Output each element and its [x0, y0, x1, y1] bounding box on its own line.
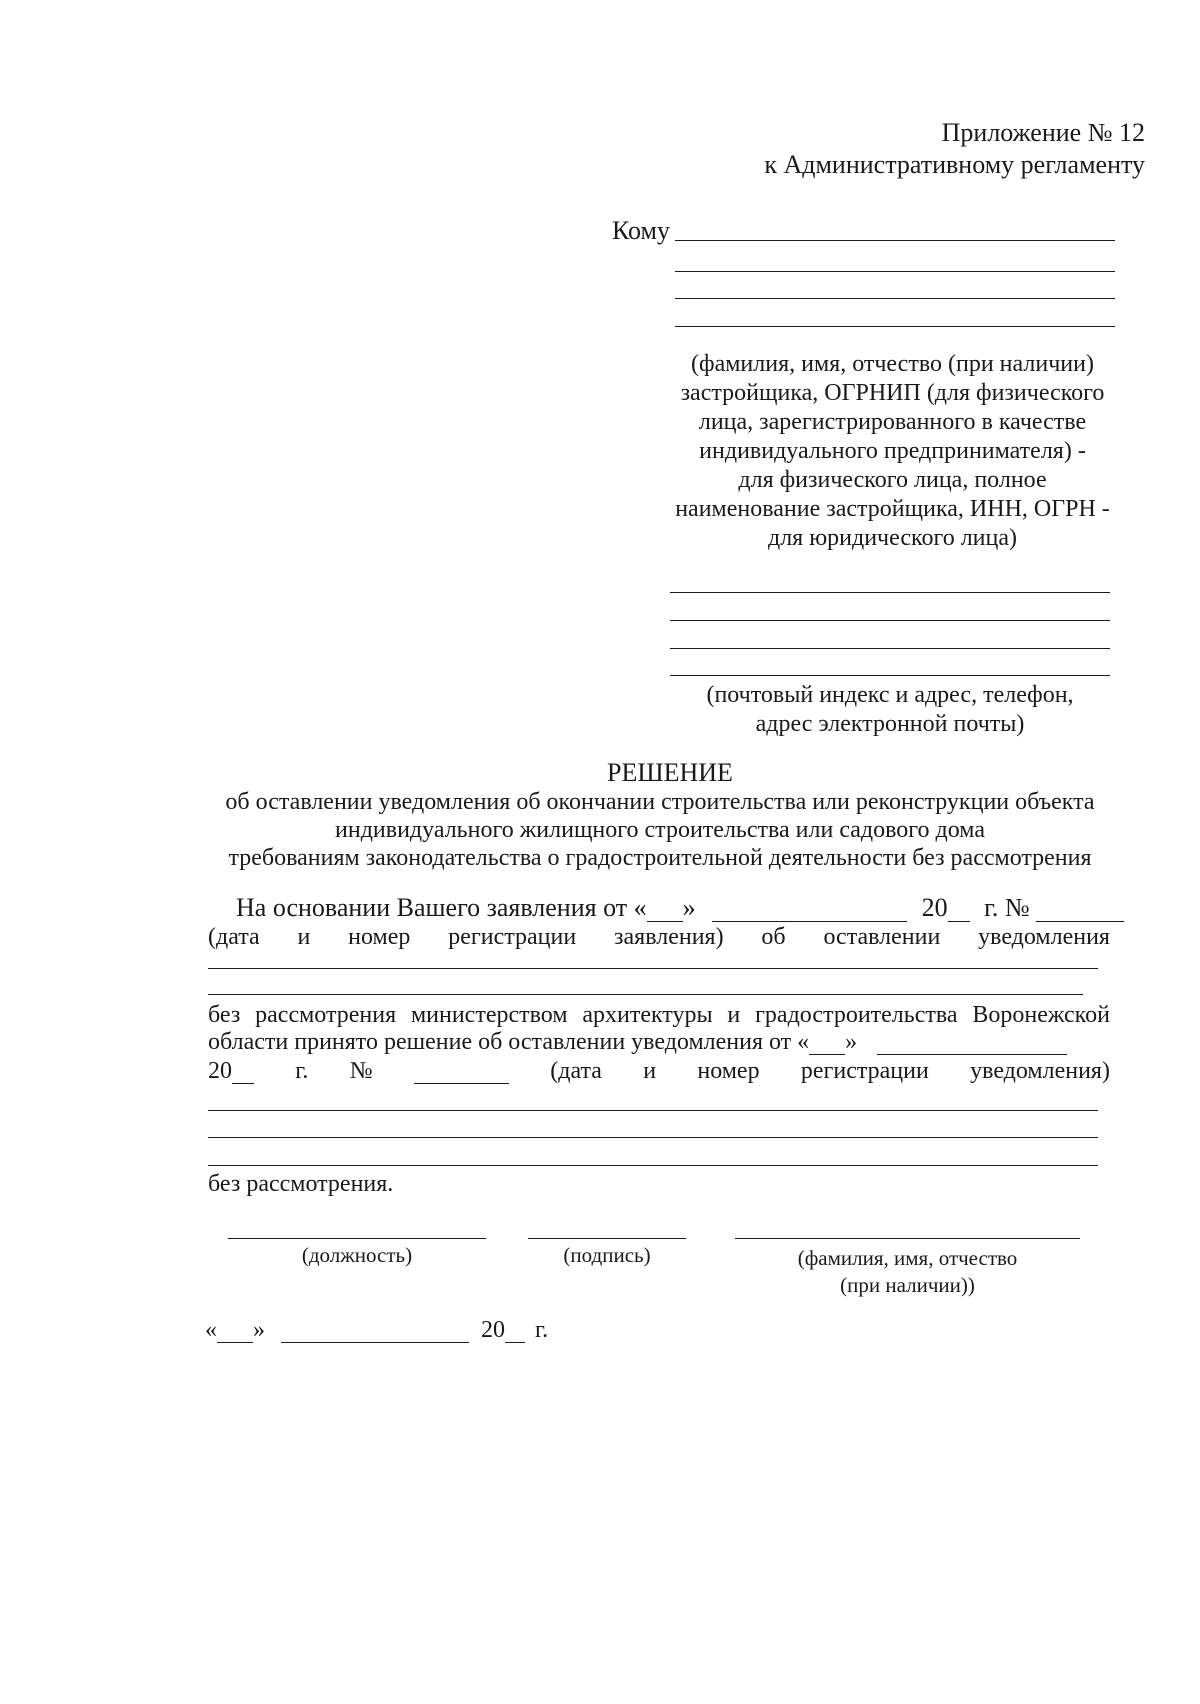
recipient-caption-line: для юридического лица) [767, 525, 1018, 551]
appendix-number: Приложение № 12 [941, 118, 1145, 147]
address-line-2[interactable] [670, 620, 1110, 621]
notice-day-field[interactable] [809, 1030, 845, 1055]
footer-day-field[interactable] [217, 1318, 253, 1343]
paragraph-ending: без рассмотрения. [208, 1171, 394, 1197]
word: оставлении [823, 924, 941, 950]
application-day-field[interactable] [647, 895, 683, 922]
paragraph-2-line-2 [208, 1030, 1067, 1055]
date-footer [205, 1318, 548, 1343]
word: рассмотрения [255, 1002, 397, 1028]
fullname-caption-2: (при наличии)) [840, 1273, 975, 1297]
word: номер [697, 1058, 760, 1084]
address-caption-line: адрес электронной почты) [755, 711, 1025, 737]
application-year-field[interactable] [948, 895, 970, 922]
word: архитектуры [582, 1002, 713, 1028]
year-prefix: 20 [921, 893, 948, 922]
word: заявления) [614, 924, 724, 950]
address-caption [670, 683, 1110, 741]
footer-date-field[interactable] [281, 1318, 469, 1343]
recipient-caption-line: (фамилия, имя, отчество (при наличии) [691, 351, 1094, 377]
paragraph-2-line-1 [208, 1003, 1110, 1027]
word: регистрации [448, 924, 577, 950]
signature-line[interactable] [528, 1238, 686, 1239]
recipient-line-4[interactable] [675, 326, 1115, 327]
paragraph-1-line-1 [236, 895, 1124, 922]
year-prefix: 20 [481, 1317, 505, 1343]
recipient-line-3[interactable] [675, 298, 1115, 299]
word: об [761, 924, 786, 950]
signature-caption: (подпись) [563, 1243, 651, 1267]
recipient-line-1[interactable] [675, 240, 1115, 241]
notice-year-field[interactable] [232, 1059, 254, 1084]
quote-close: » [845, 1029, 858, 1055]
word: № [349, 1058, 373, 1084]
paragraph-2-line-3 [208, 1059, 1110, 1084]
word: без [208, 1002, 241, 1028]
word: и [643, 1058, 657, 1084]
footer-year-field[interactable] [505, 1318, 525, 1343]
recipient-caption-line: наименование застройщика, ИНН, ОГРН - [675, 496, 1110, 522]
word: регистрации [800, 1058, 929, 1084]
recipient-line-2[interactable] [675, 271, 1115, 272]
decision-subtitle-line: об оставлении уведомления об окончании строительства или реконструкции объекта [225, 789, 1095, 815]
word: номер [348, 924, 411, 950]
application-date-field[interactable] [712, 895, 907, 922]
word: г. [295, 1058, 309, 1084]
notice-line-3[interactable] [208, 1165, 1098, 1166]
recipient-caption-line: лица, зарегистрированного в качестве [698, 409, 1087, 435]
word: и [727, 1002, 741, 1028]
reason-line-2[interactable] [208, 994, 1083, 995]
word: градостроительства [755, 1002, 958, 1028]
basis-text: На основании Вашего заявления от « [236, 893, 647, 922]
notice-line-2[interactable] [208, 1137, 1098, 1138]
position-caption: (должность) [301, 1243, 413, 1267]
decision-subtitle-line: индивидуального жилищного строительства или садового дома [335, 817, 985, 843]
word: и [297, 924, 311, 950]
address-caption-line: (почтовый индекс и адрес, телефон, [706, 682, 1074, 708]
fullname-caption-1: (фамилия, имя, отчество [797, 1246, 1018, 1270]
word: (дата [208, 924, 260, 950]
word: уведомления) [970, 1058, 1110, 1084]
word: уведомления [978, 924, 1110, 950]
decision-text: области принято решение об оставлении уведомления от « [208, 1029, 810, 1055]
paragraph-1-line-2 [208, 925, 1110, 949]
address-line-3[interactable] [670, 648, 1110, 649]
fullname-line[interactable] [735, 1238, 1080, 1239]
notice-line-1[interactable] [208, 1110, 1098, 1111]
position-line[interactable] [228, 1238, 486, 1239]
word: (дата [550, 1058, 602, 1084]
application-number-field[interactable] [1036, 895, 1124, 922]
year-suffix: г. [535, 1317, 549, 1343]
year-prefix: 20 [208, 1058, 232, 1084]
number-label: г. № [984, 893, 1030, 922]
quote-close: » [682, 893, 696, 922]
recipient-caption-line: индивидуального предпринимателя) - [699, 438, 1086, 464]
quote-open: « [205, 1317, 217, 1343]
word: Воронежской [972, 1002, 1110, 1028]
notice-date-field[interactable] [877, 1030, 1067, 1055]
recipient-caption [655, 352, 1130, 555]
address-line-1[interactable] [670, 592, 1110, 593]
to-label: Кому [612, 216, 671, 245]
quote-close: » [253, 1317, 265, 1343]
reason-line-1[interactable] [208, 968, 1098, 969]
notice-number-field[interactable] [414, 1059, 509, 1084]
address-line-4[interactable] [670, 675, 1110, 676]
word: министерством [410, 1002, 568, 1028]
recipient-caption-line: застройщика, ОГРНИП (для физического [680, 380, 1105, 406]
appendix-regulation: к Административному регламенту [764, 150, 1145, 179]
decision-subtitle-line: требованиям законодательства о градостроительной деятельности без рассмотрения [228, 845, 1092, 871]
decision-title: РЕШЕНИЕ [607, 758, 733, 787]
decision-subtitle [150, 790, 1170, 874]
recipient-caption-line: для физического лица, полное [738, 467, 1047, 493]
